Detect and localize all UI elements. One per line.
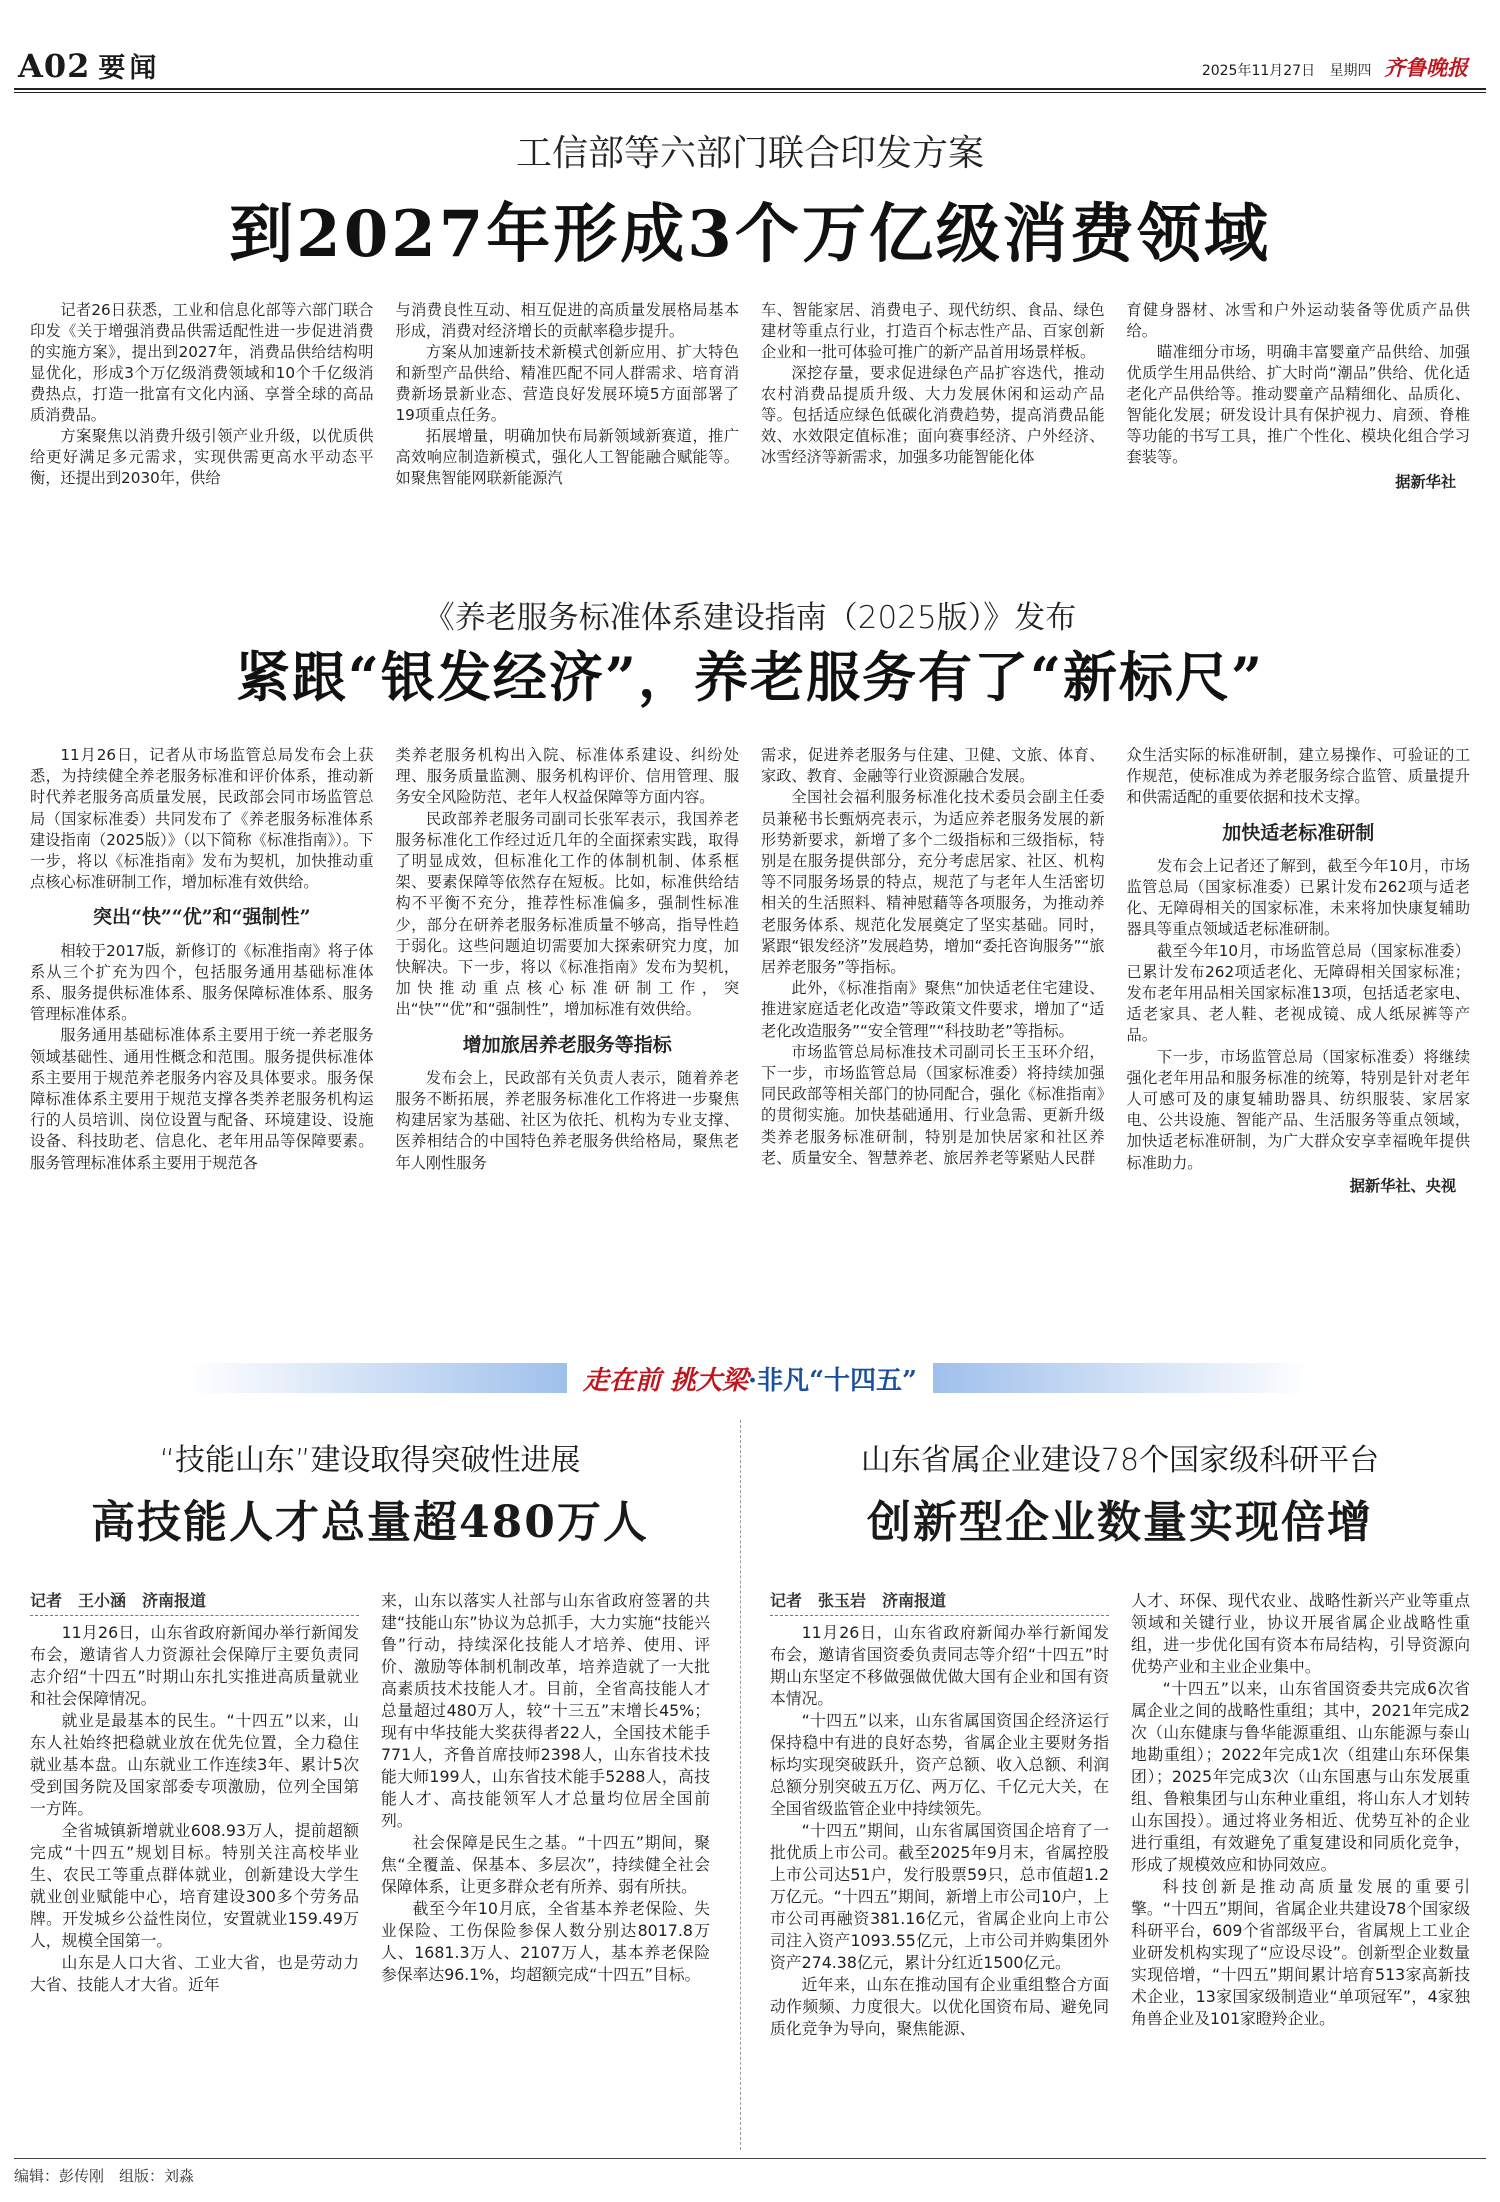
page-header-left bbox=[18, 46, 160, 85]
paragraph: 拓展增量，明确加快布局新领域新赛道，推广高效响应制造新模式，强化人工智能融合赋能等。如聚焦智能网联新能源汽 bbox=[395, 427, 739, 487]
article1-col-1 bbox=[30, 300, 374, 545]
issue-weekday: 星期四 bbox=[1329, 63, 1372, 79]
header-rule-thin bbox=[14, 92, 1486, 93]
paragraph: 记者26日获悉，工业和信息化部等六部门联合印发《关于增强消费品供需适配性进一步促进消费的实施方案》，提出到2027年，消费品供给结构明显优化，形成3个万亿级消费领域和10个千亿级消费热点，打造一批富有文化内涵、享誉全球的高品质消费品。 bbox=[30, 301, 374, 424]
article2-body bbox=[30, 745, 1470, 1335]
banner-slogan: 走在前 挑大梁 bbox=[582, 1365, 749, 1396]
paper-logo: 齐鲁晚报 bbox=[1384, 56, 1468, 80]
article2-col-2 bbox=[396, 745, 740, 1335]
paragraph: 发布会上记者还了解到，截至今年10月，市场监管总局（国家标准委）已累计发布262项与适老化、无障碍相关的国家标准，未来将加快康复辅助器具等重点领域适老标准研制。 bbox=[1126, 856, 1470, 939]
paragraph: 来，山东以落实人社部与山东省政府签署的共建“技能山东”协议为总抓手，大力实施“技能兴鲁”行动，持续深化技能人才培养、使用、评价、激励等体制机制改革，培养造就了一大批高素质技术技能人才。目前，全省高技能人才总量超过480万人，较“十三五”末增长45%；现有中华技能大奖获得者22人，全国技术能手771人，齐鲁首席技师2398人，山东省技术技能大师199人，山东省技术能手5288人，高技能人才、高技能领军人才总量均位居全国前列。 bbox=[381, 1591, 710, 1830]
article1-title: 到2027年形成3个万亿级消费领域 bbox=[229, 197, 1271, 272]
paragraph: 育健身器材、冰雪和户外运动装备等优质产品供给。 bbox=[1126, 301, 1470, 340]
paragraph: 此外，《标准指南》聚焦“加快适老住宅建设、推进家庭适老化改造”等政策文件要求，增加了“适老化改造服务”“安全管理”“科技助老”等指标。 bbox=[761, 979, 1105, 1040]
paragraph: 发布会上，民政部有关负责人表示，随着养老服务不断拓展，养老服务标准化工作将进一步聚焦构建居家为基础、社区为依托、机构为专业支撑、医养相结合的中国特色养老服务供给格局，聚焦老年人刚性服务 bbox=[395, 1068, 739, 1172]
article3-subtitle: “技能山东”建设取得突破性进展 bbox=[159, 1443, 581, 1478]
article1-credit: 据新华社 bbox=[1395, 473, 1456, 491]
paragraph: 方案从加速新技术新模式创新应用、扩大特色和新型产品供给、精准匹配不同人群需求、培育消费新场景新业态、营造良好发展环境5方面部署了19项重点任务。 bbox=[395, 343, 739, 424]
article1-subtitle: 工信部等六部门联合印发方案 bbox=[515, 133, 984, 174]
paragraph: 市场监管总局标准技术司副司长王玉环介绍，下一步，市场监管总局（国家标准委）将持续加强同民政部等相关部门的协同配合，强化《标准指南》的贯彻实施。加快基础通用、行业急需、更新升级类养老服务标准研制，特别是加快居家和社区养老、质量安全、智慧养老、旅居养老等紧贴人民群 bbox=[761, 1042, 1105, 1167]
article3-title: 高技能人才总量超480万人 bbox=[91, 1497, 649, 1548]
paragraph: 方案聚焦以消费升级引领产业升级，以优质供给更好满足多元需求，实现供需更高水平动态平衡，还提出到2030年，供给 bbox=[30, 427, 374, 487]
paragraph: 瞄准细分市场，明确丰富婴童产品供给、加强优质学生用品供给、扩大时尚“潮品”供给、优化适老化产品供给等。推动婴童产品精细化、品质化、智能化发展；研发设计具有保护视力、肩颈、脊椎等功能的书写工具，推广个性化、模块化组合学习套装等。 bbox=[1126, 343, 1470, 466]
article2-col-1 bbox=[30, 745, 374, 1335]
paragraph: 11月26日，记者从市场监管总局发布会上获悉，为持续健全养老服务标准和评价体系，推动新时代养老服务高质量发展，民政部会同市场监管总局（国家标准委）共同发布了《养老服务标准体系建设指南（2025版）》（以下简称《标准指南》）。下一步，将以《标准指南》发布为契机，加快推动重点核心标准研制工作，增加标准有效供给。 bbox=[30, 746, 374, 892]
article2-credit: 据新华社、央视 bbox=[1349, 1176, 1456, 1195]
paragraph: 服务通用基础标准体系主要用于统一养老服务领域基础性、通用性概念和范围。服务提供标准体系主要用于规范养老服务内容及具体要求。服务保障标准体系主要用于规范支撑各类养老服务机构运行的人员培训、岗位设置与配备、环境建设、设施设备、科技助老、信息化、老年用品等保障要素。服务管理标准体系主要用于规范各 bbox=[30, 1026, 374, 1172]
paragraph: 山东是人口大省、工业大省，也是劳动力大省、技能人才大省。近年 bbox=[30, 1953, 359, 1994]
banner-suffix: ·非凡“十四五” bbox=[748, 1365, 918, 1396]
banner-left-bar bbox=[187, 1363, 567, 1393]
article2-title: 紧跟“银发经济”，养老服务有了“新标尺” bbox=[235, 645, 1265, 709]
page-footer bbox=[14, 2158, 1486, 2186]
article4-col-1 bbox=[770, 1590, 1109, 2145]
article4-col-2 bbox=[1131, 1590, 1470, 2145]
paragraph: 近年来，山东在推动国有企业重组整合方面动作频频、力度很大。以优化国资布局、避免同质化竞争为导向，聚焦能源、 bbox=[770, 1975, 1109, 2038]
paragraph: 人才、环保、现代农业、战略性新兴产业等重点领域和关键行业，协议开展省属企业战略性重组，进一步优化国有资本布局结构，引导资源向优势产业和主业企业集中。 bbox=[1131, 1591, 1470, 1676]
paragraph: 下一步，市场监管总局（国家标准委）将继续强化老年用品和服务标准的统筹，特别是针对老年人可感可及的康复辅助器具、纺织服装、家居家电、公共设施、智能产品、生活服务等重点领域，加快适老标准研制，为广大群众安享幸福晚年提供标准助力。 bbox=[1126, 1047, 1470, 1172]
paragraph: 需求，促进养老服务与住建、卫健、文旅、体育、家政、教育、金融等行业资源融合发展。 bbox=[761, 746, 1105, 786]
paragraph: 与消费良性互动、相互促进的高质量发展格局基本形成，消费对经济增长的贡献率稳步提升。 bbox=[395, 301, 739, 340]
article1-col-3 bbox=[761, 300, 1105, 545]
paragraph: 截至今年10月底，全省基本养老保险、失业保险、工伤保险参保人数分别达8017.8万人、1681.3万人、2107万人，基本养老保险参保率达96.1%，均超额完成“十四五”目标。 bbox=[381, 1899, 710, 1984]
paragraph: 社会保障是民生之基。“十四五”期间，聚焦“全覆盖、保基本、多层次”，持续健全社会保障体系，让更多群众老有所养、弱有所扶。 bbox=[381, 1833, 710, 1896]
article2-col-4 bbox=[1127, 745, 1471, 1335]
section-name: 要闻 bbox=[98, 53, 161, 84]
paragraph: 车、智能家居、消费电子、现代纺织、食品、绿色建材等重点行业，打造百个标志性产品、百家创新企业和一批可体验可推广的新产品首用场景样板。 bbox=[761, 301, 1105, 361]
paragraph: 就业是最基本的民生。“十四五”以来，山东人社始终把稳就业放在优先位置，全力稳住就业基本盘。山东就业工作连续3年、累计5次受到国务院及国家部委专项激励，位列全国第一方阵。 bbox=[30, 1711, 359, 1818]
article4-byline: 记者 张玉岩 济南报道 bbox=[770, 1590, 1109, 1616]
paragraph: “十四五”以来，山东省属国资国企经济运行保持稳中有进的良好态势，省属企业主要财务指标均实现突破跃升，资产总额、收入总额、利润总额分别突破五万亿、两万亿、千亿元大关，在全国省级监管企业中持续领先。 bbox=[770, 1711, 1109, 1818]
issue-date: 2025年11月27日 bbox=[1201, 63, 1316, 79]
article4-title: 创新型企业数量实现倍增 bbox=[867, 1497, 1373, 1548]
paragraph: 截至今年10月，市场监管总局（国家标准委）已累计发布262项适老化、无障碍相关国家标准；发布老年用品相关国家标准13项，包括适老家电、适老家具、老人鞋、老视成镜、成人纸尿裤等产品。 bbox=[1126, 941, 1470, 1045]
paragraph: “十四五”以来，山东省国资委共完成6次省属企业之间的战略性重组；其中，2021年完成2次（山东健康与鲁华能源重组、山东能源与泰山地勘重组）；2022年完成1次（组建山东环保集团）；2025年完成3次（山东国惠与山东发展重组、鲁粮集团与山东种业重组，将山东人才划转山东国投）。通过将业务相近、优势互补的企业进行重组，有效避免了重复建设和同质化竞争，形成了规模效应和协同效应。 bbox=[1131, 1679, 1470, 1874]
paragraph: 11月26日，山东省政府新闻办举行新闻发布会，邀请省人力资源社会保障厅主要负责同志介绍“十四五”时期山东扎实推进高质量就业和社会保障情况。 bbox=[30, 1623, 359, 1708]
header-rule bbox=[14, 88, 1486, 90]
article1-body bbox=[30, 300, 1470, 545]
article3-col-1 bbox=[30, 1590, 359, 2145]
article2-col-3 bbox=[761, 745, 1105, 1335]
paragraph: “十四五”期间，山东省属国资国企培育了一批优质上市公司。截至2025年9月末，省属控股上市公司达51户，发行股票59只，总市值超1.2万亿元。“十四五”期间，新增上市公司10户，上市公司再融资381.16亿元，省属企业向上市公司注入资产1093.55亿元，上市公司并购集团外资产274.38亿元，累计分红近1500亿元。 bbox=[770, 1821, 1109, 1972]
section-banner bbox=[0, 1358, 1500, 1398]
paragraph: 深挖存量，要求促进绿色产品扩容迭代，推动农村消费品提质升级、大力发展休闲和运动产品等。包括适应绿色低碳化消费趋势，提高消费品能效、水效限定值标准；面向赛事经济、户外经济、冰雪经济等新需求，加强多功能智能化体 bbox=[761, 364, 1105, 466]
banner-text bbox=[567, 1360, 933, 1397]
page-code: A02 bbox=[18, 47, 91, 85]
article1-col-4 bbox=[1127, 300, 1471, 545]
banner-right-bar bbox=[933, 1363, 1313, 1393]
section-heading: 加快适老标准研制 bbox=[1222, 821, 1375, 844]
paragraph: 11月26日，山东省政府新闻办举行新闻发布会，邀请省国资委负责同志等介绍“十四五”时期山东坚定不移做强做优做大国有企业和国有资本情况。 bbox=[770, 1623, 1109, 1708]
paragraph: 全省城镇新增就业608.93万人，提前超额完成“十四五”规划目标。特别关注高校毕业生、农民工等重点群体就业，创新建设大学生就业创业赋能中心，培育建设300多个劳务品牌。开发城乡公益性岗位，安置就业159.49万人，规模全国第一。 bbox=[30, 1821, 359, 1950]
paragraph: 科技创新是推动高质量发展的重要引擎。“十四五”期间，省属企业共建设78个国家级科研平台，609个省部级平台，省属规上工业企业研发机构实现了“应设尽设”。创新型企业数量实现倍增，“十四五”期间累计培育513家高新技术企业，13家国家级制造业“单项冠军”，4家独角兽企业及101家瞪羚企业。 bbox=[1131, 1877, 1470, 2028]
paragraph: 众生活实际的标准研制，建立易操作、可验证的工作规范，使标准成为养老服务综合监管、质量提升和供需适配的重要依据和技术支撑。 bbox=[1126, 746, 1470, 807]
article3-body bbox=[30, 1590, 710, 2145]
paragraph: 民政部养老服务司副司长张军表示，我国养老服务标准化工作经过近几年的全面探索实践，取得了明显成效，但标准化工作的体制机制、体系框架、要素保障等依然存在短板。比如，标准供给结构不平衡不充分，推荐性标准偏多，强制性标准少，部分在研养老服务标准质量不够高，指导性趋于弱化。这些问题迫切需要加大探索研究力度，加快解决。下一步，将以《标准指南》发布为契机，加快推动重点核心标准研制工作，突出“快”“优”和“强制性”，增加标准有效供给。 bbox=[395, 809, 739, 1019]
paragraph: 相较于2017版，新修订的《标准指南》将子体系从三个扩充为四个，包括服务通用基础标准体系、服务提供标准体系、服务保障标准体系、服务管理标准体系。 bbox=[30, 941, 374, 1024]
paragraph: 类养老服务机构出入院、标准体系建设、纠纷处理、服务质量监测、服务机构评价、信用管理、服务安全风险防范、老年人权益保障等方面内容。 bbox=[395, 746, 739, 807]
article4-subtitle: 山东省属企业建设78个国家级科研平台 bbox=[860, 1443, 1380, 1478]
article3-byline: 记者 王小涵 济南报道 bbox=[30, 1590, 359, 1616]
section-heading: 突出“快”“优”和“强制性” bbox=[92, 906, 311, 929]
article3-col-2 bbox=[381, 1590, 710, 2145]
section-heading: 增加旅居养老服务等指标 bbox=[462, 1033, 672, 1056]
page-header-right bbox=[1202, 52, 1468, 82]
article2-subtitle: 《养老服务标准体系建设指南（2025版）》发布 bbox=[423, 600, 1077, 636]
column-divider bbox=[740, 1420, 741, 2150]
editor-credit: 编辑：彭传刚 组版：刘淼 bbox=[14, 2167, 195, 2185]
paragraph: 全国社会福利服务标准化技术委员会副主任委员兼秘书长甄炳亮表示，为适应养老服务发展的新形势新要求，新增了多个二级指标和三级指标，特别是在服务提供部分，充分考虑居家、社区、机构等不同服务场景的特点，规范了与老年人生活密切相关的生活照料、精神慰藉等各项服务，为推动养老服务体系、规范化发展奠定了坚实基础。同时，紧跟“银发经济”发展趋势，增加“委托咨询服务”“旅居养老服务”等指标。 bbox=[761, 788, 1105, 977]
article1-col-2 bbox=[396, 300, 740, 545]
article4-body bbox=[770, 1590, 1470, 2145]
